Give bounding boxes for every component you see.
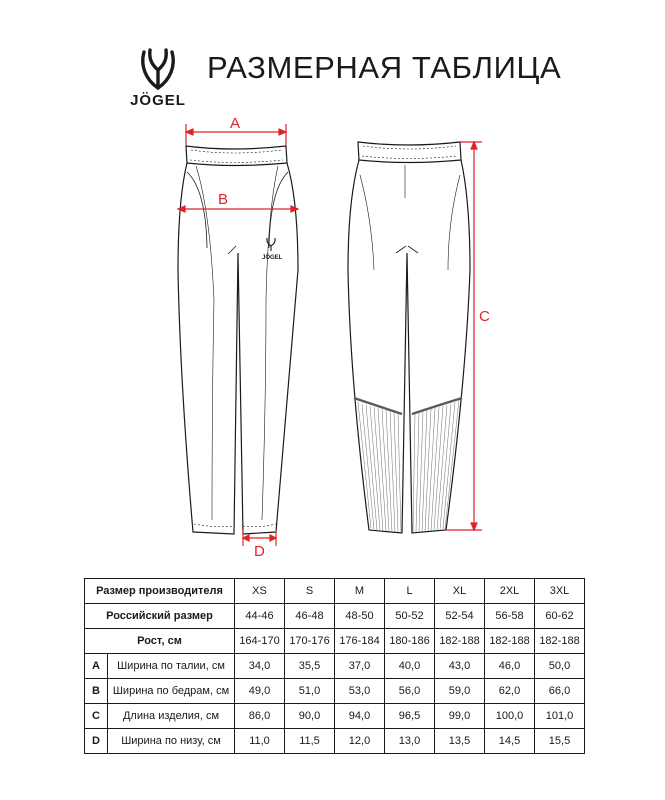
table-cell: 100,0 [485,704,535,729]
dimension-c-label: C [479,308,490,325]
row-letter: A [85,654,108,679]
row-label: Рост, см [85,629,235,654]
table-row-russian-size [85,604,585,629]
row-label: Российский размер [85,604,235,629]
mini-logo-text: JÖGEL [262,255,283,261]
table-cell: 182-188 [485,629,535,654]
table-row-length [85,704,585,729]
table-cell: 99,0 [435,704,485,729]
table-cell: 50,0 [535,654,585,679]
table-cell: 35,5 [285,654,335,679]
table-cell: 182-188 [535,629,585,654]
table-cell: 51,0 [285,679,335,704]
table-cell: 34,0 [235,654,285,679]
table-cell: 11,5 [285,729,335,754]
table-row-waist [85,654,585,679]
table-cell: 101,0 [535,704,585,729]
table-cell: 15,5 [535,729,585,754]
table-cell: 176-184 [335,629,385,654]
table-row-manufacturer-size [85,579,585,604]
table-cell: 66,0 [535,679,585,704]
table-cell: XS [235,579,285,604]
table-cell: 90,0 [285,704,335,729]
table-cell: 86,0 [235,704,285,729]
dimension-b-label: B [218,191,229,208]
table-cell: 3XL [535,579,585,604]
row-letter: D [85,729,108,754]
size-table [84,578,585,754]
dimension-b [178,206,298,212]
table-cell: 52-54 [435,604,485,629]
row-label: Ширина по талии, см [108,654,235,679]
table-cell: 164-170 [235,629,285,654]
table-cell: 48-50 [335,604,385,629]
row-letter: B [85,679,108,704]
table-row-hips [85,679,585,704]
table-cell: 96,5 [385,704,435,729]
row-label: Длина изделия, см [108,704,235,729]
table-cell: 62,0 [485,679,535,704]
table-cell: 11,0 [235,729,285,754]
rib-texture [358,400,459,533]
table-cell: 2XL [485,579,535,604]
table-cell: M [335,579,385,604]
pants-front-view [178,146,298,534]
table-cell: 13,5 [435,729,485,754]
table-cell: 40,0 [385,654,435,679]
table-cell: 46-48 [285,604,335,629]
row-letter: C [85,704,108,729]
table-cell: 94,0 [335,704,385,729]
table-cell: 53,0 [335,679,385,704]
table-cell: 50-52 [385,604,435,629]
table-cell: 170-176 [285,629,335,654]
table-cell: 46,0 [485,654,535,679]
table-cell: 44-46 [235,604,285,629]
table-row-hem [85,729,585,754]
table-cell: 49,0 [235,679,285,704]
row-label: Размер производителя [85,579,235,604]
table-row-height [85,629,585,654]
table-cell: L [385,579,435,604]
table-cell: 56,0 [385,679,435,704]
table-cell: 182-188 [435,629,485,654]
logo-wordmark: JÖGEL [130,92,186,109]
row-label: Ширина по низу, см [108,729,235,754]
table-cell: 59,0 [435,679,485,704]
table-cell: 37,0 [335,654,385,679]
row-label: Ширина по бедрам, см [108,679,235,704]
table-cell: S [285,579,335,604]
table-cell: 12,0 [335,729,385,754]
table-cell: 14,5 [485,729,535,754]
table-cell: 60-62 [535,604,585,629]
table-cell: 180-186 [385,629,435,654]
table-cell: 13,0 [385,729,435,754]
page-title: РАЗМЕРНАЯ ТАБЛИЦА [207,50,562,85]
table-cell: 56-58 [485,604,535,629]
dimension-d-label: D [254,543,265,560]
table-cell: 43,0 [435,654,485,679]
pants-back-view [348,142,470,533]
dimension-a-label: A [230,115,241,132]
table-cell: XL [435,579,485,604]
